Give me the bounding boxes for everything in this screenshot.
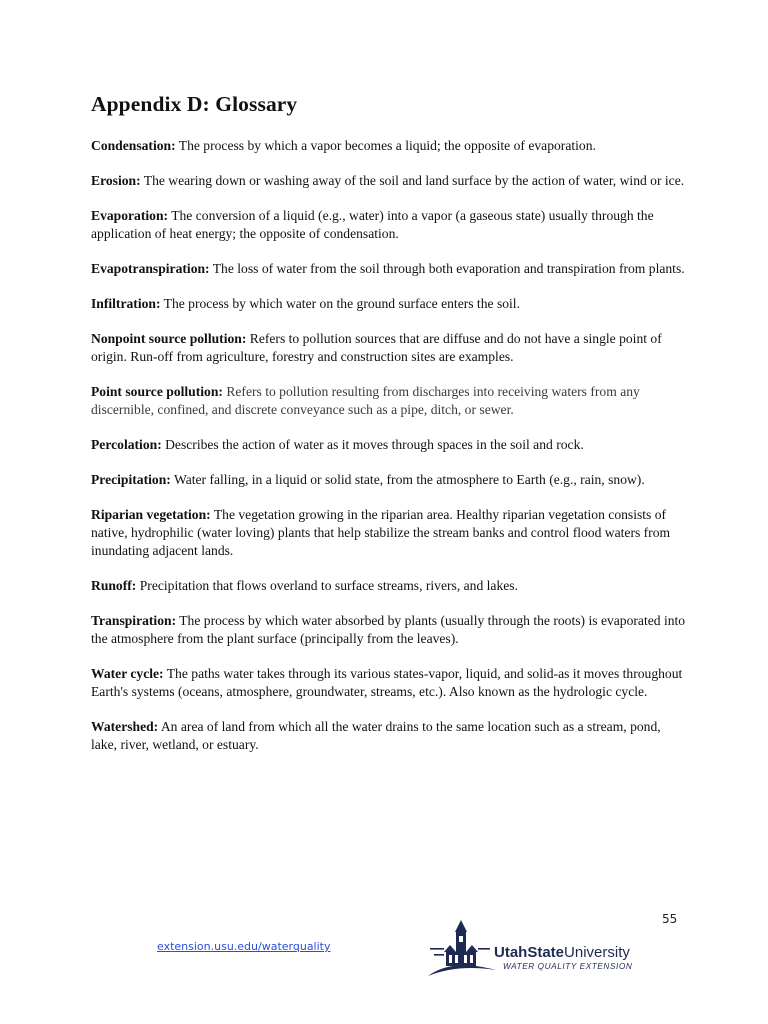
glossary-entry-point-source-pollution xyxy=(91,383,686,419)
glossary-term: Infiltration: xyxy=(91,296,161,311)
glossary-entry-percolation xyxy=(91,436,686,454)
extension-website-link[interactable]: extension.usu.edu/waterquality xyxy=(157,940,331,953)
glossary-term: Transpiration: xyxy=(91,613,177,628)
glossary-definition: Describes the action of water as it moves through spaces in the soil and rock. xyxy=(161,437,584,452)
glossary-entry-condensation xyxy=(91,137,686,155)
glossary-term: Water cycle: xyxy=(91,666,164,681)
glossary-term: Watershed: xyxy=(91,719,159,734)
glossary-definition: The conversion of a liquid (e.g., water) into a vapor (a gaseous state) usually through the application of heat energy; the opposite of condensation. xyxy=(91,208,654,241)
glossary-term: Condensation: xyxy=(91,138,176,153)
glossary-definition: Refers to pollution resulting from discharges into receiving waters from any discernible, confined, and discrete conveyance such as a pipe, ditch, or sewer. xyxy=(91,384,640,417)
usu-logo xyxy=(426,918,636,978)
glossary-definition: The process by which water on the ground surface enters the soil. xyxy=(160,296,520,311)
glossary-entry-nonpoint-source-pollution xyxy=(91,330,686,366)
glossary-term: Erosion: xyxy=(91,173,141,188)
glossary-term: Nonpoint source pollution: xyxy=(91,331,247,346)
glossary-term: Precipitation: xyxy=(91,472,171,487)
glossary-entry-infiltration xyxy=(91,295,686,313)
glossary-entry-erosion xyxy=(91,172,686,190)
glossary-term: Point source pollution: xyxy=(91,384,223,399)
glossary-term: Evapotranspiration: xyxy=(91,261,210,276)
page-title: Appendix D: Glossary xyxy=(91,92,298,116)
university-name-bold: UtahState xyxy=(494,944,565,961)
glossary-term: Evaporation: xyxy=(91,208,169,223)
glossary-entry-evapotranspiration xyxy=(91,260,686,278)
water-quality-extension-label: WATER QUALITY EXTENSION xyxy=(503,962,633,971)
glossary-term: Runoff: xyxy=(91,578,137,593)
glossary-definition: The vegetation growing in the riparian area. Healthy riparian vegetation consists of native, hydrophilic (water loving) plants that help stabilize the stream banks and control flood waters from inundating adjacent lands. xyxy=(91,507,671,558)
glossary-entry-watershed xyxy=(91,718,686,754)
glossary-list xyxy=(91,137,686,771)
glossary-term: Percolation: xyxy=(91,437,162,452)
university-name-regular: University xyxy=(564,944,630,961)
glossary-definition: The process by which water absorbed by plants (usually through the roots) is evaporated into the atmosphere from the plant surface (principally from the leaves). xyxy=(91,613,686,646)
glossary-entry-runoff xyxy=(91,577,686,595)
glossary-definition: The wearing down or washing away of the soil and land surface by the action of water, wind or ice. xyxy=(140,173,685,188)
glossary-term: Riparian vegetation: xyxy=(91,507,211,522)
glossary-definition: The loss of water from the soil through both evaporation and transpiration from plants. xyxy=(209,261,685,276)
glossary-entry-evaporation xyxy=(91,207,686,243)
page-number: 55 xyxy=(662,912,678,926)
glossary-entry-precipitation xyxy=(91,471,686,489)
glossary-entry-transpiration xyxy=(91,612,686,648)
old-main-building-icon xyxy=(426,918,498,978)
glossary-definition: Refers to pollution sources that are diffuse and do not have a single point of origin. Run-off from agriculture, forestry and construction sites are examples. xyxy=(91,331,662,364)
glossary-entry-riparian-vegetation xyxy=(91,506,686,560)
glossary-definition: Precipitation that flows overland to surface streams, rivers, and lakes. xyxy=(136,578,518,593)
glossary-definition: The process by which a vapor becomes a liquid; the opposite of evaporation. xyxy=(175,138,596,153)
glossary-definition: Water falling, in a liquid or solid state, from the atmosphere to Earth (e.g., rain, snow). xyxy=(170,472,645,487)
glossary-definition: The paths water takes through its various states-vapor, liquid, and solid-as it moves throughout Earth's systems (oceans, atmosphere, groundwater, streams, etc.). Also known as the hydrologic cycle. xyxy=(91,666,683,699)
glossary-entry-water-cycle xyxy=(91,665,686,701)
glossary-definition: An area of land from which all the water drains to the same location such as a stream, pond, lake, river, wetland, or estuary. xyxy=(91,719,661,752)
university-name xyxy=(494,944,630,961)
